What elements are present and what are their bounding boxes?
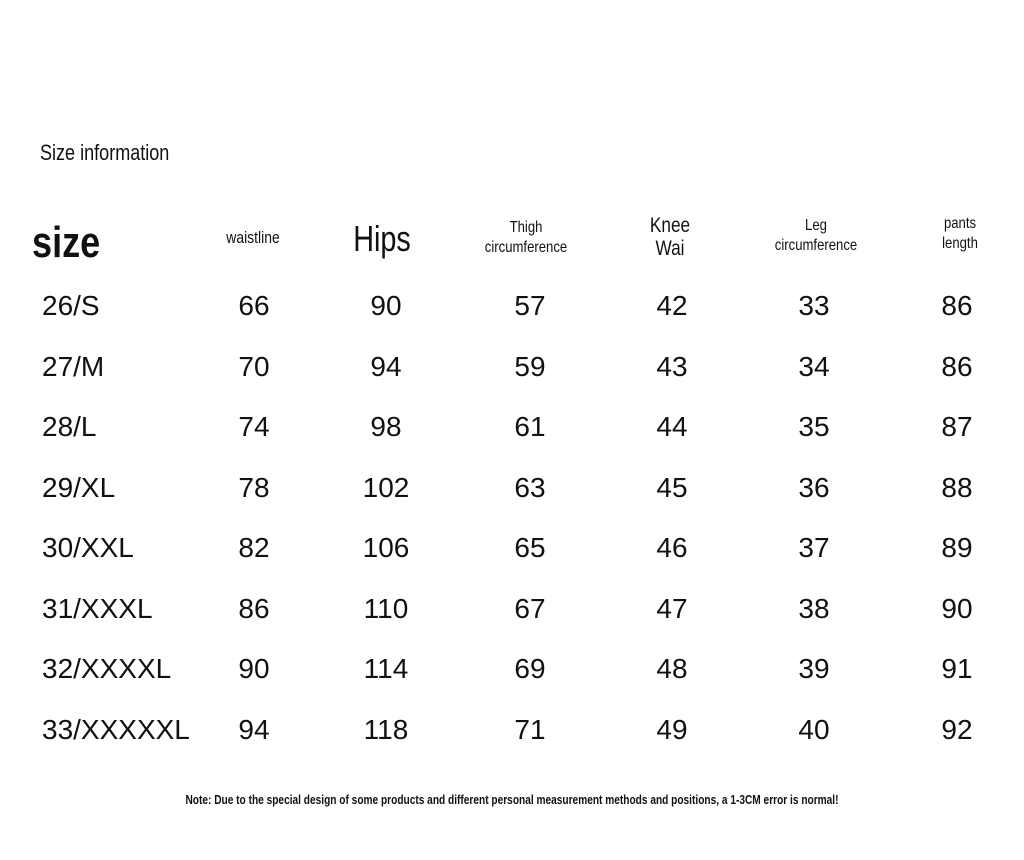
hips-cell: 94 [370, 350, 402, 382]
knee-cell: 44 [656, 411, 688, 442]
thigh-cell: 65 [514, 532, 546, 563]
knee-cell: 48 [656, 653, 688, 684]
size-cell: 32/XXXXL [42, 653, 172, 684]
leg-cell: 34 [798, 350, 830, 382]
pants-length-cell: 88 [941, 471, 973, 503]
hips-cell: 98 [370, 411, 402, 442]
header-thigh-circumference: Thigh circumference [484, 219, 568, 256]
leg-cell: 39 [798, 653, 830, 684]
size-cell: 29/XL [42, 471, 116, 503]
hips-cell: 102 [362, 471, 410, 503]
thigh-cell: 69 [514, 653, 546, 684]
pants-length-cell: 91 [941, 653, 973, 684]
pants-length-cell: 92 [941, 713, 973, 745]
table-row [0, 579, 1024, 640]
thigh-cell: 57 [514, 290, 546, 321]
waistline-cell: 78 [238, 471, 270, 503]
hips-cell: 114 [363, 653, 409, 684]
knee-cell: 43 [656, 350, 688, 382]
size-cell: 28/L [42, 411, 97, 442]
waistline-cell: 70 [238, 350, 270, 382]
leg-cell: 35 [798, 411, 830, 442]
thigh-cell: 71 [514, 713, 546, 745]
page-title: Size information [40, 140, 170, 165]
hips-cell: 110 [363, 592, 409, 624]
table-row [0, 458, 1024, 519]
header-pants-length: pants length [942, 215, 978, 252]
knee-cell: 47 [656, 592, 688, 624]
waistline-cell: 82 [238, 532, 270, 563]
header-waistline: waistline [226, 228, 280, 247]
size-table [0, 276, 1024, 760]
leg-cell: 36 [798, 471, 830, 503]
hips-cell: 90 [370, 290, 402, 321]
table-row [0, 337, 1024, 398]
table-row [0, 397, 1024, 458]
knee-cell: 45 [656, 471, 688, 503]
leg-cell: 37 [798, 532, 830, 563]
leg-cell: 33 [798, 290, 830, 321]
measurement-note: Note: Due to the special design of some products and different personal measurement methods and positions, a 1-3CM error is normal! [185, 792, 839, 807]
knee-cell: 49 [656, 713, 688, 745]
size-cell: 31/XXXL [42, 592, 153, 624]
header-leg-circumference: Leg circumference [774, 217, 858, 254]
table-row [0, 518, 1024, 579]
waistline-cell: 86 [238, 592, 270, 624]
table-row [0, 276, 1024, 337]
table-row [0, 700, 1024, 761]
header-size: size [32, 218, 101, 267]
pants-length-cell: 89 [941, 532, 973, 563]
leg-cell: 40 [798, 713, 830, 745]
pants-length-cell: 87 [941, 411, 973, 442]
thigh-cell: 63 [514, 471, 546, 503]
header-knee: Knee Wai [649, 214, 691, 261]
leg-cell: 38 [798, 592, 830, 624]
waistline-cell: 90 [238, 653, 270, 684]
table-row [0, 639, 1024, 700]
size-cell: 26/S [42, 290, 100, 321]
pants-length-cell: 86 [941, 350, 973, 382]
hips-cell: 118 [363, 713, 409, 745]
size-cell: 30/XXL [42, 532, 134, 563]
waistline-cell: 66 [238, 290, 270, 321]
pants-length-cell: 86 [941, 290, 973, 321]
size-cell: 27/M [42, 350, 105, 382]
size-cell: 33/XXXXXL [42, 713, 190, 745]
pants-length-cell: 90 [941, 592, 973, 624]
knee-cell: 42 [656, 290, 688, 321]
hips-cell: 106 [362, 532, 410, 563]
header-hips: Hips [353, 218, 411, 259]
waistline-cell: 74 [238, 411, 270, 442]
thigh-cell: 67 [514, 592, 546, 624]
waistline-cell: 94 [238, 713, 270, 745]
knee-cell: 46 [656, 532, 688, 563]
thigh-cell: 59 [514, 350, 546, 382]
thigh-cell: 61 [514, 411, 546, 442]
